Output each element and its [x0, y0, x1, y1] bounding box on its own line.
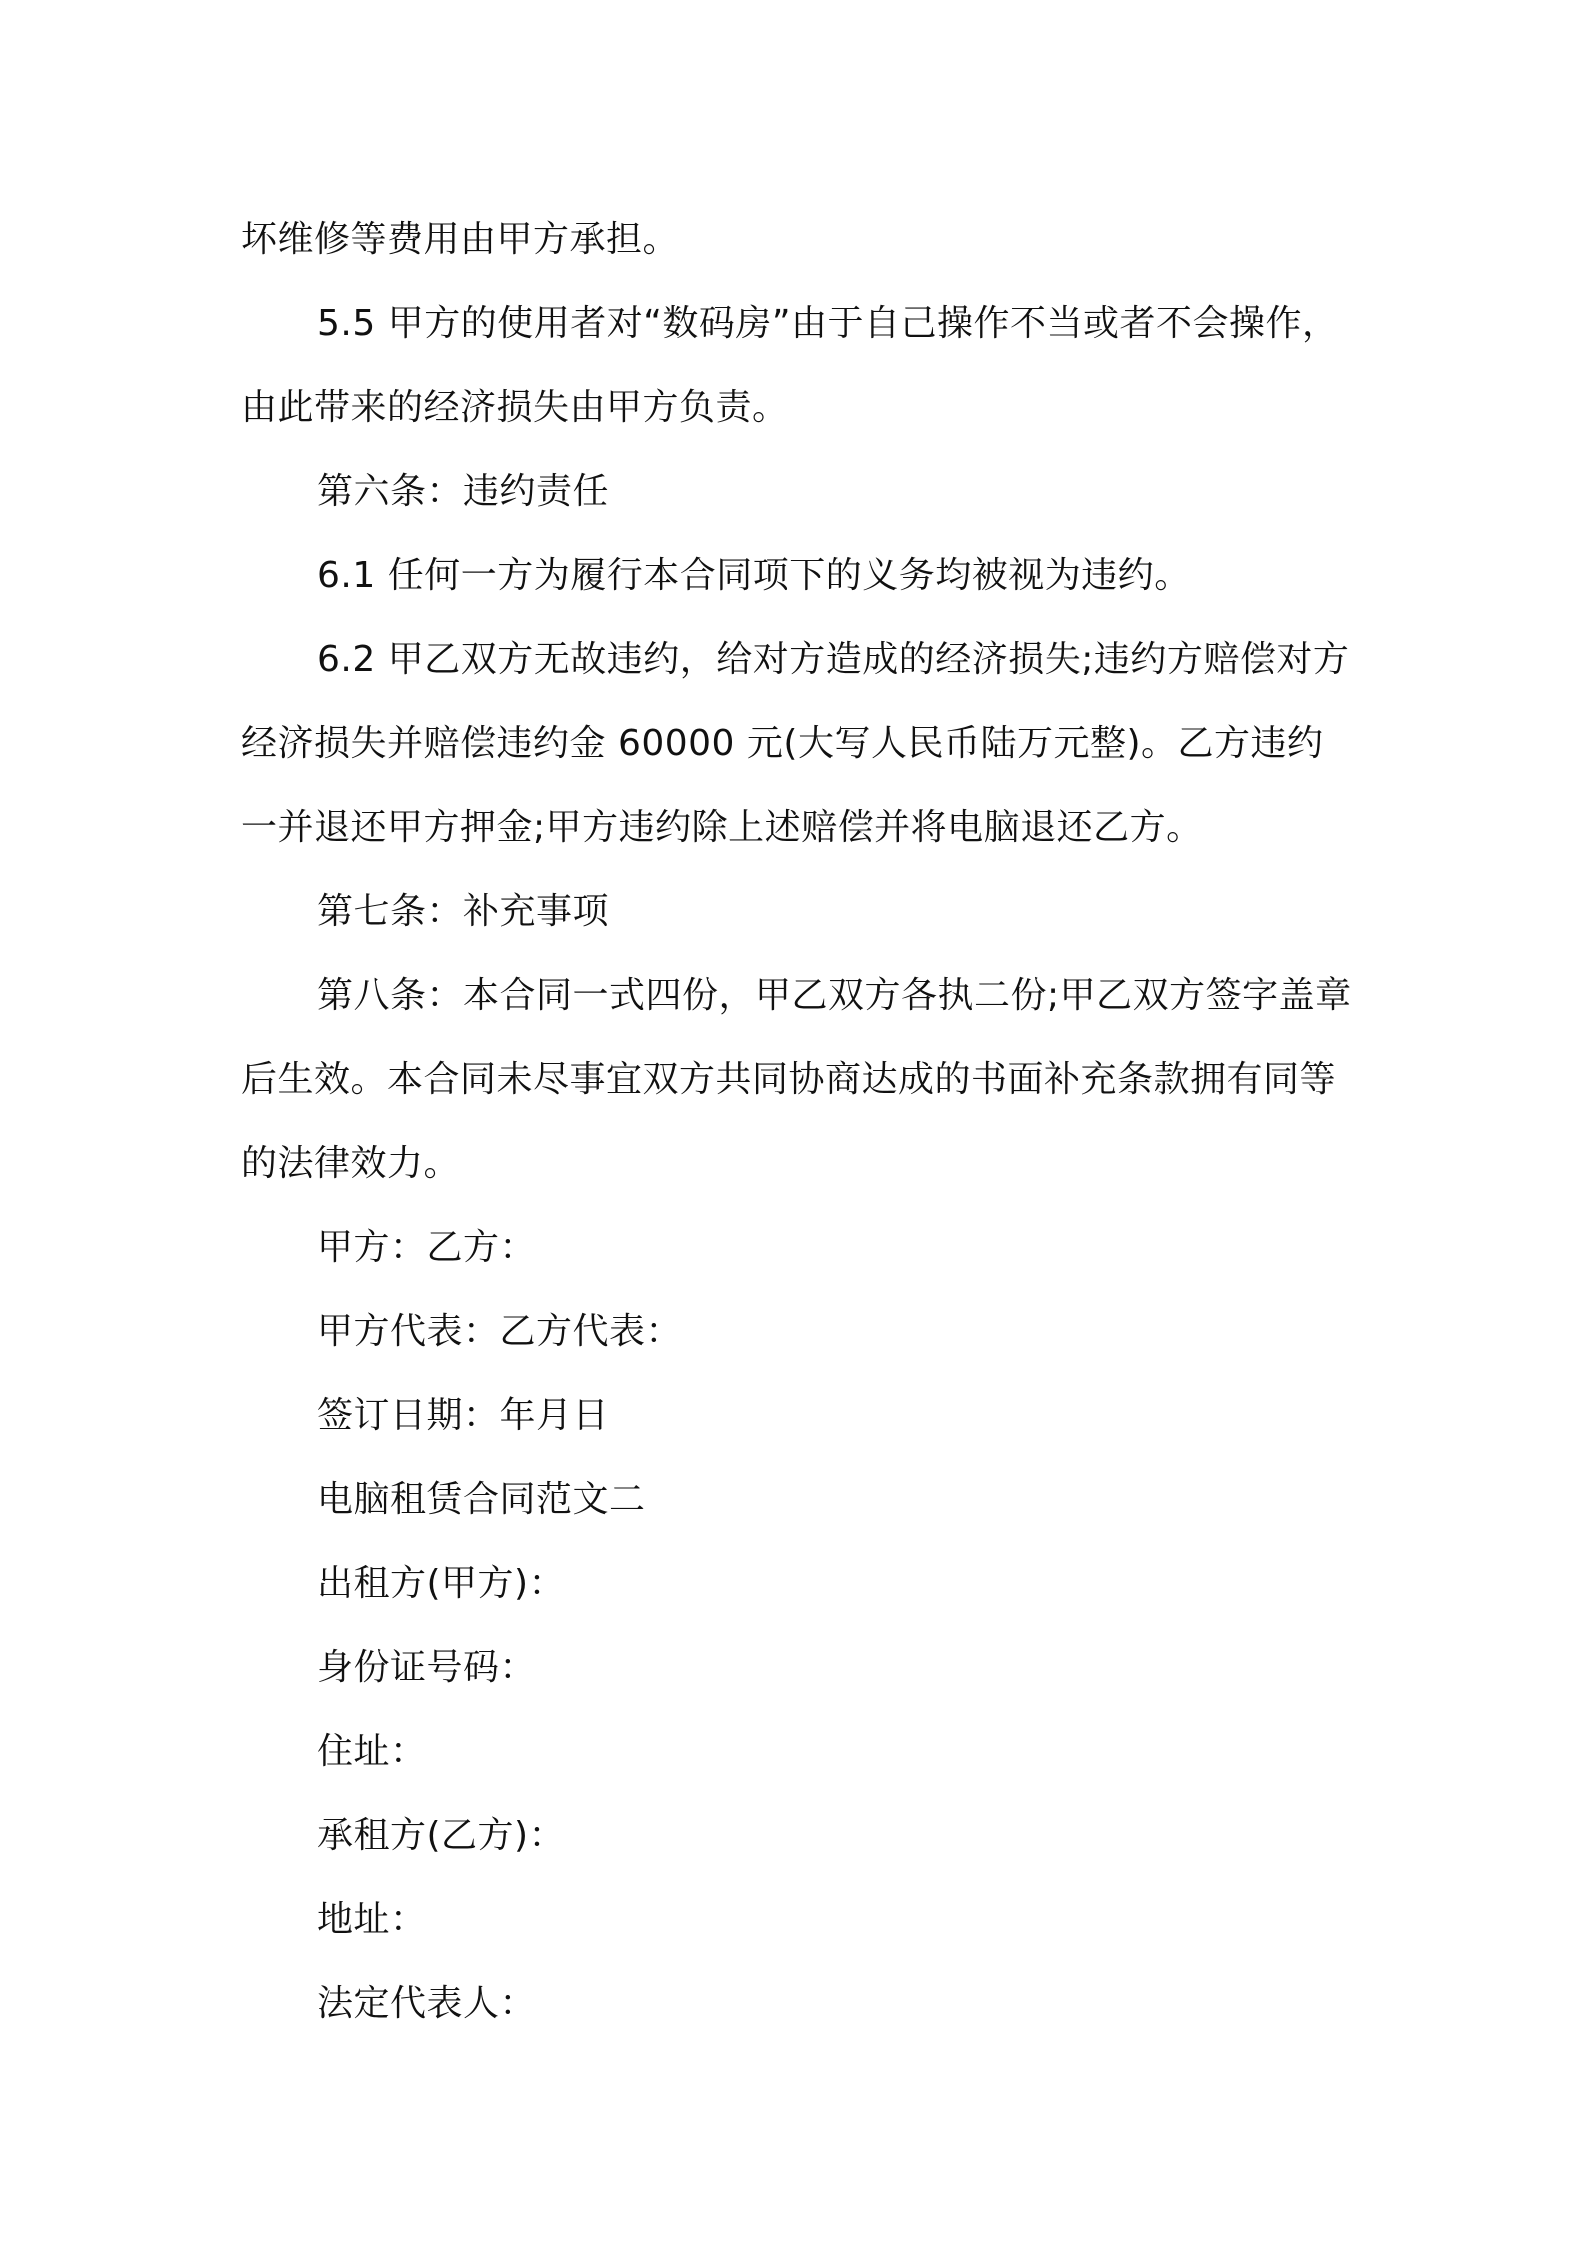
field-legal-representative: 法定代表人： — [317, 1983, 537, 2024]
heading-article-6: 第六条：违约责任 — [317, 471, 610, 512]
field-lessor: 出租方(甲方)： — [317, 1563, 566, 1604]
field-id-number: 身份证号码： — [317, 1647, 537, 1688]
paragraph-continued-clause: 坏维修等费用由甲方承担。 — [241, 219, 680, 260]
paragraph-clause-5-5: 5.5 甲方的使用者对“数码房”由于自己操作不当或者不会操作，由此带来的经济损失由甲方负责。 — [241, 303, 1339, 428]
paragraph-article-8: 第八条：本合同一式四份，甲乙双方各执二份;甲乙双方签字盖章后生效。本合同未尽事宜双方共同协商达成的书面补充条款拥有同等的法律效力。 — [241, 975, 1352, 1184]
signing-date-line: 签订日期：年月日 — [317, 1395, 610, 1436]
field-address: 地址： — [317, 1899, 427, 1940]
field-residence: 住址： — [317, 1731, 427, 1772]
heading-article-7: 第七条：补充事项 — [317, 891, 610, 932]
section-title-template-2: 电脑租赁合同范文二 — [317, 1479, 646, 1520]
paragraph-clause-6-1: 6.1 任何一方为履行本合同项下的义务均被视为违约。 — [317, 555, 1191, 596]
document-body — [241, 198, 1357, 2046]
field-lessee: 承租方(乙方)： — [317, 1815, 566, 1856]
signature-parties-line: 甲方：乙方： — [317, 1227, 537, 1268]
paragraph-clause-6-2: 6.2 甲乙双方无故违约，给对方造成的经济损失;违约方赔偿对方经济损失并赔偿违约金 60000 元(大写人民币陆万元整)。乙方违约一并退还甲方押金;甲方违约除上述赔偿并将电脑退还乙方。 — [241, 639, 1350, 848]
signature-representatives-line: 甲方代表：乙方代表： — [317, 1311, 683, 1352]
